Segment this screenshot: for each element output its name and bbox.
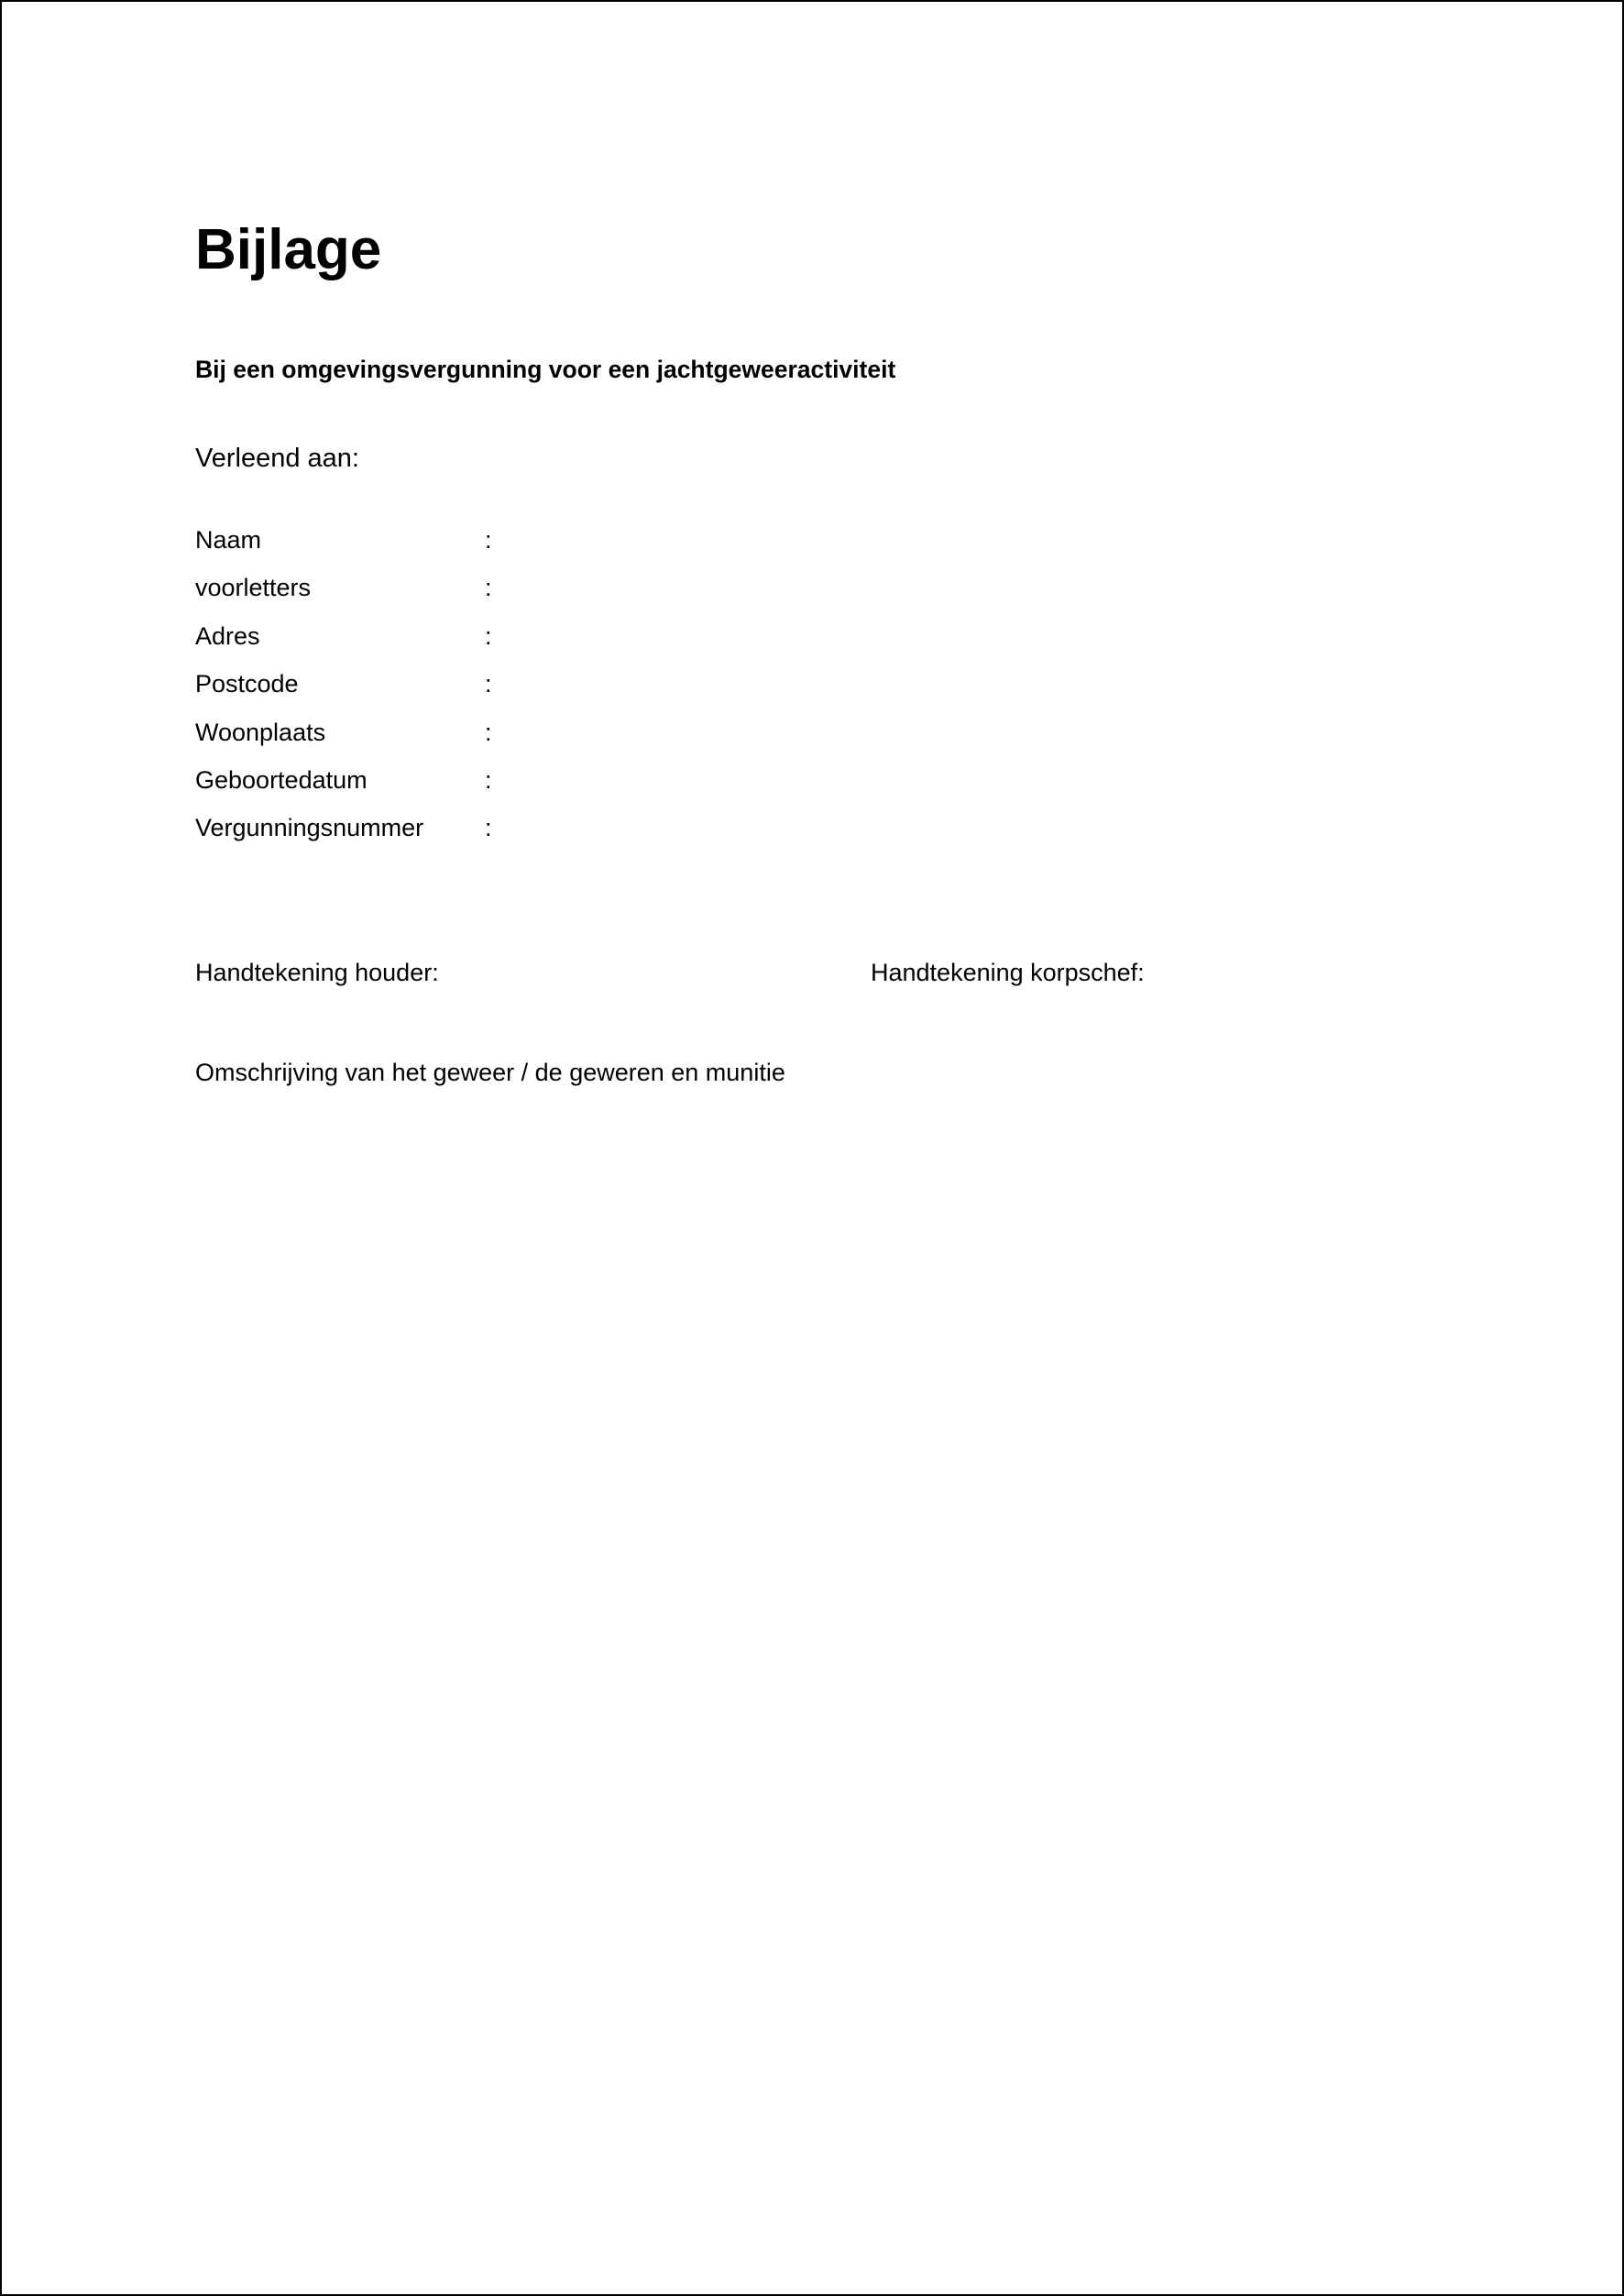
field-label: Geboortedatum xyxy=(195,766,368,794)
field-separator: : xyxy=(485,526,492,554)
field-label: Postcode xyxy=(195,670,299,698)
field-separator: : xyxy=(485,814,492,841)
field-label: Woonplaats xyxy=(195,719,326,746)
field-label: Adres xyxy=(195,622,260,650)
weapon-description-label: Omschrijving van het geweer / de geweren en munitie xyxy=(195,1059,785,1086)
granted-to-label: Verleend aan: xyxy=(195,444,359,473)
page-title: Bijlage xyxy=(195,218,382,281)
signature-holder-label: Handtekening houder: xyxy=(195,959,439,986)
field-separator: : xyxy=(485,574,492,601)
field-label: Vergunningsnummer xyxy=(195,814,424,841)
field-label: voorletters xyxy=(195,574,312,601)
subtitle: Bij een omgevingsvergunning voor een jachtgeweeractiviteit xyxy=(195,356,896,383)
signature-chief-label: Handtekening korpschef: xyxy=(871,959,1145,986)
field-separator: : xyxy=(485,719,492,746)
field-separator: : xyxy=(485,766,492,794)
field-separator: : xyxy=(485,670,492,698)
field-label: Naam xyxy=(195,526,262,554)
field-separator: : xyxy=(485,622,492,650)
